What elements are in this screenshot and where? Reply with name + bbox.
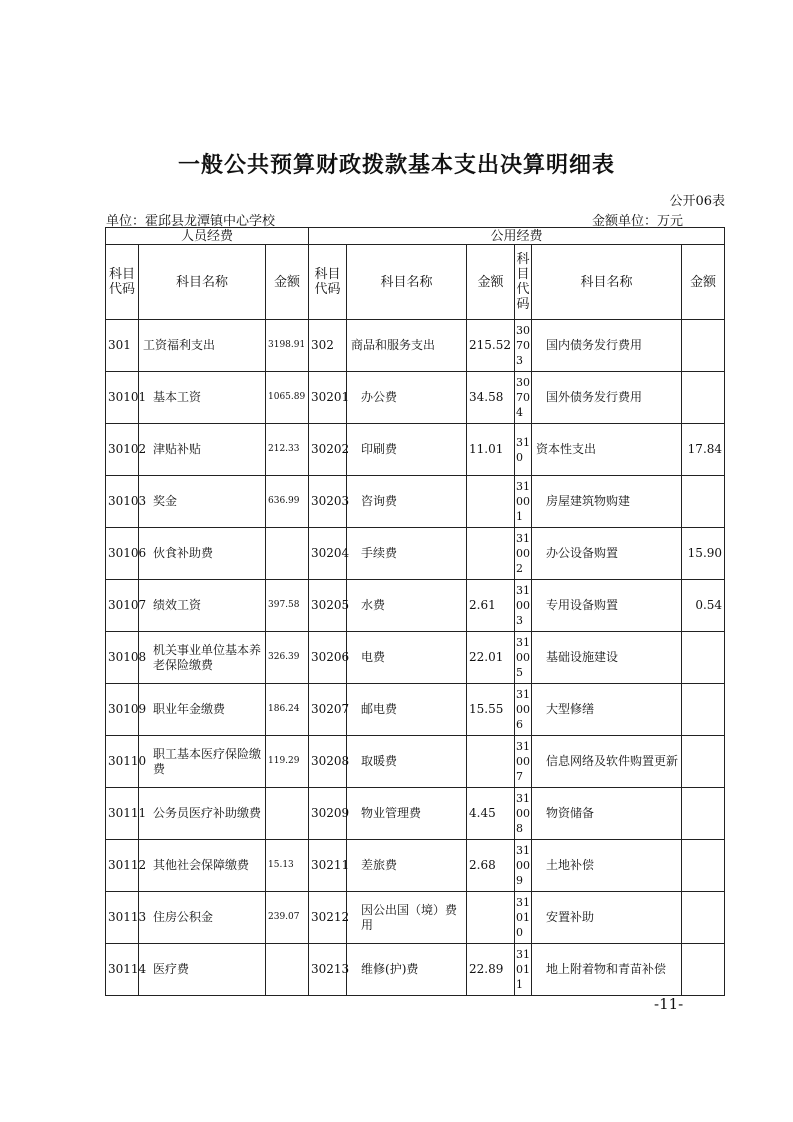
table-row	[106, 788, 725, 840]
capital-name-cell: 大型修缮	[532, 684, 682, 736]
capital-amount-cell	[682, 840, 725, 892]
public-amount-cell	[467, 528, 515, 580]
personnel-code-cell: 30108	[106, 632, 139, 684]
table-row	[106, 632, 725, 684]
capital-code-cell: 31007	[515, 736, 532, 788]
personnel-name-cell: 住房公积金	[139, 892, 266, 944]
capital-code-cell: 31002	[515, 528, 532, 580]
capital-name-cell: 专用设备购置	[532, 580, 682, 632]
col-header-name: 科目名称	[532, 245, 682, 320]
capital-name-cell: 信息网络及软件购置更新	[532, 736, 682, 788]
personnel-name-cell: 伙食补助费	[139, 528, 266, 580]
capital-name-cell: 安置补助	[532, 892, 682, 944]
capital-code-cell: 31009	[515, 840, 532, 892]
personnel-name-cell: 基本工资	[139, 372, 266, 424]
col-header-code: 科目代码	[515, 245, 532, 320]
personnel-amount-cell	[266, 788, 309, 840]
capital-code-cell: 31001	[515, 476, 532, 528]
personnel-amount-cell	[266, 944, 309, 996]
table-row	[106, 684, 725, 736]
public-amount-cell: 4.45	[467, 788, 515, 840]
public-amount-cell	[467, 736, 515, 788]
col-header-name: 科目名称	[139, 245, 266, 320]
table-row	[106, 840, 725, 892]
table-row	[106, 424, 725, 476]
capital-amount-cell	[682, 892, 725, 944]
public-code-cell: 30211	[309, 840, 347, 892]
capital-amount-cell	[682, 736, 725, 788]
public-amount-cell	[467, 892, 515, 944]
capital-amount-cell	[682, 320, 725, 372]
personnel-name-cell: 职业年金缴费	[139, 684, 266, 736]
personnel-amount-cell: 397.58	[266, 580, 309, 632]
personnel-amount-cell: 212.33	[266, 424, 309, 476]
personnel-group-header: 人员经费	[106, 228, 309, 245]
unit-label: 单位：霍邱县龙潭镇中心学校	[106, 214, 276, 229]
group-header-row	[106, 228, 725, 245]
public-code-cell: 30212	[309, 892, 347, 944]
public-code-cell: 30205	[309, 580, 347, 632]
col-header-amount: 金额	[266, 245, 309, 320]
page-title: 一般公共预算财政拨款基本支出决算明细表	[177, 152, 615, 178]
col-header-amount: 金额	[682, 245, 725, 320]
capital-code-cell: 31010	[515, 892, 532, 944]
capital-amount-cell	[682, 684, 725, 736]
capital-amount-cell	[682, 944, 725, 996]
personnel-amount-cell: 186.24	[266, 684, 309, 736]
personnel-code-cell: 301	[106, 320, 139, 372]
col-header-amount: 金额	[467, 245, 515, 320]
public-code-cell: 30202	[309, 424, 347, 476]
col-header-name: 科目名称	[347, 245, 467, 320]
personnel-amount-cell: 239.07	[266, 892, 309, 944]
personnel-name-cell: 津贴补贴	[139, 424, 266, 476]
public-code-cell: 30206	[309, 632, 347, 684]
capital-amount-cell	[682, 632, 725, 684]
personnel-amount-cell: 636.99	[266, 476, 309, 528]
public-code-cell: 30208	[309, 736, 347, 788]
public-name-cell: 电费	[347, 632, 467, 684]
public-name-cell: 印刷费	[347, 424, 467, 476]
amount-unit-label: 金额单位：万元	[592, 214, 684, 229]
capital-name-cell: 土地补偿	[532, 840, 682, 892]
personnel-amount-cell: 15.13	[266, 840, 309, 892]
capital-code-cell: 31003	[515, 580, 532, 632]
public-code-cell: 30213	[309, 944, 347, 996]
capital-name-cell: 国内债务发行费用	[532, 320, 682, 372]
public-name-cell: 咨询费	[347, 476, 467, 528]
public-name-cell: 物业管理费	[347, 788, 467, 840]
public-name-cell: 维修(护)费	[347, 944, 467, 996]
capital-amount-cell: 0.54	[682, 580, 725, 632]
personnel-code-cell: 30109	[106, 684, 139, 736]
public-amount-cell: 11.01	[467, 424, 515, 476]
personnel-amount-cell	[266, 528, 309, 580]
personnel-name-cell: 公务员医疗补助缴费	[139, 788, 266, 840]
capital-name-cell: 房屋建筑物购建	[532, 476, 682, 528]
capital-name-cell: 基础设施建设	[532, 632, 682, 684]
personnel-code-cell: 30106	[106, 528, 139, 580]
personnel-amount-cell: 1065.89	[266, 372, 309, 424]
capital-code-cell: 30703	[515, 320, 532, 372]
table-row	[106, 372, 725, 424]
table-row	[106, 476, 725, 528]
public-name-cell: 商品和服务支出	[347, 320, 467, 372]
public-code-cell: 302	[309, 320, 347, 372]
personnel-name-cell: 机关事业单位基本养老保险缴费	[139, 632, 266, 684]
public-group-header: 公用经费	[309, 228, 725, 245]
capital-amount-cell: 15.90	[682, 528, 725, 580]
public-name-cell: 取暖费	[347, 736, 467, 788]
public-name-cell: 因公出国（境）费用	[347, 892, 467, 944]
public-code-cell: 30207	[309, 684, 347, 736]
capital-name-cell: 办公设备购置	[532, 528, 682, 580]
table-row	[106, 320, 725, 372]
public-amount-cell: 215.52	[467, 320, 515, 372]
public-name-cell: 邮电费	[347, 684, 467, 736]
table-row	[106, 580, 725, 632]
personnel-code-cell: 30103	[106, 476, 139, 528]
personnel-name-cell: 其他社会保障缴费	[139, 840, 266, 892]
public-amount-cell: 15.55	[467, 684, 515, 736]
public-name-cell: 差旅费	[347, 840, 467, 892]
capital-amount-cell	[682, 476, 725, 528]
public-name-cell: 手续费	[347, 528, 467, 580]
capital-code-cell: 30704	[515, 372, 532, 424]
personnel-code-cell: 30102	[106, 424, 139, 476]
personnel-name-cell: 奖金	[139, 476, 266, 528]
capital-amount-cell: 17.84	[682, 424, 725, 476]
capital-name-cell: 物资储备	[532, 788, 682, 840]
capital-code-cell: 31011	[515, 944, 532, 996]
public-amount-cell: 22.89	[467, 944, 515, 996]
public-name-cell: 办公费	[347, 372, 467, 424]
capital-name-cell: 国外债务发行费用	[532, 372, 682, 424]
page-number: -11-	[654, 995, 684, 1013]
personnel-name-cell: 医疗费	[139, 944, 266, 996]
expenditure-table	[105, 227, 725, 996]
personnel-code-cell: 30110	[106, 736, 139, 788]
personnel-code-cell: 30113	[106, 892, 139, 944]
personnel-name-cell: 绩效工资	[139, 580, 266, 632]
public-amount-cell	[467, 476, 515, 528]
public-code-cell: 30204	[309, 528, 347, 580]
personnel-amount-cell: 3198.91	[266, 320, 309, 372]
public-code-cell: 30209	[309, 788, 347, 840]
table-row	[106, 528, 725, 580]
capital-amount-cell	[682, 372, 725, 424]
capital-code-cell: 31005	[515, 632, 532, 684]
capital-amount-cell	[682, 788, 725, 840]
table-row	[106, 892, 725, 944]
personnel-code-cell: 30114	[106, 944, 139, 996]
col-header-code: 科目代码	[106, 245, 139, 320]
capital-code-cell: 31006	[515, 684, 532, 736]
personnel-amount-cell: 326.39	[266, 632, 309, 684]
public-amount-cell: 2.68	[467, 840, 515, 892]
personnel-code-cell: 30111	[106, 788, 139, 840]
personnel-amount-cell: 119.29	[266, 736, 309, 788]
public-name-cell: 水费	[347, 580, 467, 632]
capital-name-cell: 地上附着物和青苗补偿	[532, 944, 682, 996]
personnel-code-cell: 30112	[106, 840, 139, 892]
table-row	[106, 944, 725, 996]
public-amount-cell: 2.61	[467, 580, 515, 632]
column-header-row	[106, 245, 725, 320]
personnel-name-cell: 职工基本医疗保险缴费	[139, 736, 266, 788]
public-code-cell: 30201	[309, 372, 347, 424]
col-header-code: 科目代码	[309, 245, 347, 320]
capital-name-cell: 资本性支出	[532, 424, 682, 476]
form-number: 公开06表	[669, 194, 725, 209]
public-amount-cell: 34.58	[467, 372, 515, 424]
table-row	[106, 736, 725, 788]
personnel-code-cell: 30107	[106, 580, 139, 632]
personnel-code-cell: 30101	[106, 372, 139, 424]
public-code-cell: 30203	[309, 476, 347, 528]
capital-code-cell: 310	[515, 424, 532, 476]
personnel-name-cell: 工资福利支出	[139, 320, 266, 372]
capital-code-cell: 31008	[515, 788, 532, 840]
public-amount-cell: 22.01	[467, 632, 515, 684]
